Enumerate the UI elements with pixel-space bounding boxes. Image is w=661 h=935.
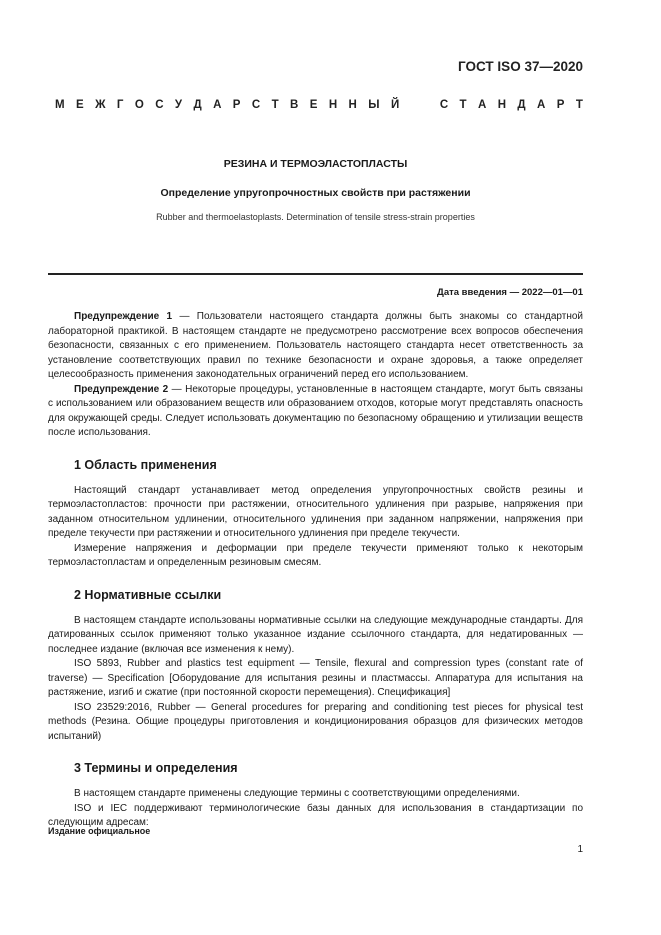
section-2-heading: 2 Нормативные ссылки — [74, 587, 222, 602]
banner-letter: Д — [517, 99, 526, 111]
banner-letter: Т — [459, 99, 467, 111]
banner-letter: Р — [556, 99, 565, 111]
document-title-english: Rubber and thermoelastoplasts. Determination of tensile stress-strain properties — [156, 212, 475, 222]
warning-2-text: — Некоторые процедуры, установленные в настоящем стандарте, могут быть связаны с использованием или образованием веществ или образованием отходов, которые могут представлять опасность для окружающей среды. Следует использовать документацию по безопасному обращению и утилизации веществ после использования. — [48, 383, 583, 438]
document-body — [48, 310, 583, 831]
section-3-heading: 3 Термины и определения — [74, 761, 238, 775]
banner-space — [411, 99, 414, 111]
section-2-reference: ISO 5893, Rubber and plastics test equipment — Tensile, flexural and compression types (constant rate of traverse) — Specification [Оборудование для испытания резины и пластмассы. Аппаратура для испытания на растяжение, изгиб и сжатие (при постоянной скорости перемещения). Спецификация] — [48, 658, 583, 698]
banner-letter: Н — [328, 99, 338, 111]
page-number: 1 — [577, 844, 583, 855]
section-1-paragraph: Настоящий стандарт устанавливает метод определения упругопрочностных свойств резины и термоэластопластов: прочности при растяжении, относительного удлинения при разрыве, напряжения при заданном относительном удлинении, относительного удлинения при заданном напряжении, напряжения при пределе текучести при растяжении и относительного удлинения при пределе текучести. — [48, 484, 583, 539]
banner-letter: А — [537, 99, 546, 111]
section-1-paragraph: Измерение напряжения и деформации при пределе текучести применяют только к некоторым термоэластопластам и определенным резиновым смесям. — [48, 542, 583, 568]
banner-letter: А — [477, 99, 487, 111]
banner-letter: С — [251, 99, 261, 111]
banner-letter: С — [439, 99, 449, 111]
title-divider — [48, 273, 583, 275]
banner-letter: О — [134, 99, 144, 111]
banner-letter: Е — [76, 99, 84, 111]
introduction-date: Дата введения — 2022—01—01 — [437, 287, 583, 298]
banner-letter: Т — [575, 99, 583, 111]
section-3-paragraph: В настоящем стандарте применены следующие термины с соответствующими определениями. — [74, 788, 520, 799]
warning-1 — [48, 310, 583, 383]
interstate-standard-banner — [55, 99, 583, 111]
banner-letter: Г — [116, 99, 124, 111]
banner-letter: Т — [271, 99, 279, 111]
banner-letter: Н — [348, 99, 357, 111]
banner-letter: Е — [309, 99, 318, 111]
section-1-heading: 1 Область применения — [74, 457, 217, 472]
banner-letter: Й — [390, 99, 400, 111]
banner-letter: А — [213, 99, 222, 111]
document-subtitle: Определение упругопрочностных свойств при растяжении — [160, 187, 471, 199]
official-edition-label: Издание официальное — [48, 826, 151, 836]
document-title: РЕЗИНА И ТЕРМОЭЛАСТОПЛАСТЫ — [223, 158, 408, 170]
banner-letter: Ж — [95, 99, 106, 111]
banner-letter: В — [290, 99, 299, 111]
section-2-paragraph: В настоящем стандарте использованы нормативные ссылки на следующие международные стандарты. Для датированных ссылок применяют только указанное издание ссылочного стандарта, для недатированных — последнее издание (включая все изменения к нему). — [48, 614, 583, 655]
banner-letter: Р — [232, 99, 241, 111]
banner-letter: М — [55, 99, 65, 111]
document-code: ГОСТ ISO 37—2020 — [458, 59, 583, 74]
banner-letter: У — [174, 99, 183, 111]
banner-letter: Д — [193, 99, 202, 111]
section-3-paragraph: ISO и IEC поддерживают терминологические базы данных для использования в стандартизации по следующим адресам: — [48, 802, 583, 828]
banner-letter: С — [155, 99, 164, 111]
warning-1-text: — Пользователи настоящего стандарта должны быть знакомы со стандартной лабораторной практикой. В настоящем стандарте не предусмотрено рассмотрение всех вопросов обеспечения безопасности, связанных с его применением. Пользователь настоящего стандарта несет ответственность за установление соответствующих правил по технике безопасности и охране здоровья, а также определяет целесообразность применения законодательных ограничений перед его использованием. — [48, 311, 583, 380]
warning-1-label: Предупреждение 1 — [74, 311, 173, 322]
section-2-reference: ISO 23529:2016, Rubber — General procedures for preparing and conditioning test pieces for physical test methods (Резина. Общие процедуры приготовления и кондиционирования образцов для физических методов испытаний) — [48, 701, 583, 742]
warning-2 — [48, 383, 583, 441]
warning-2-label: Предупреждение 2 — [74, 383, 169, 395]
banner-space — [425, 99, 428, 111]
banner-letter: Н — [497, 99, 507, 111]
banner-letter: Ы — [368, 99, 380, 111]
